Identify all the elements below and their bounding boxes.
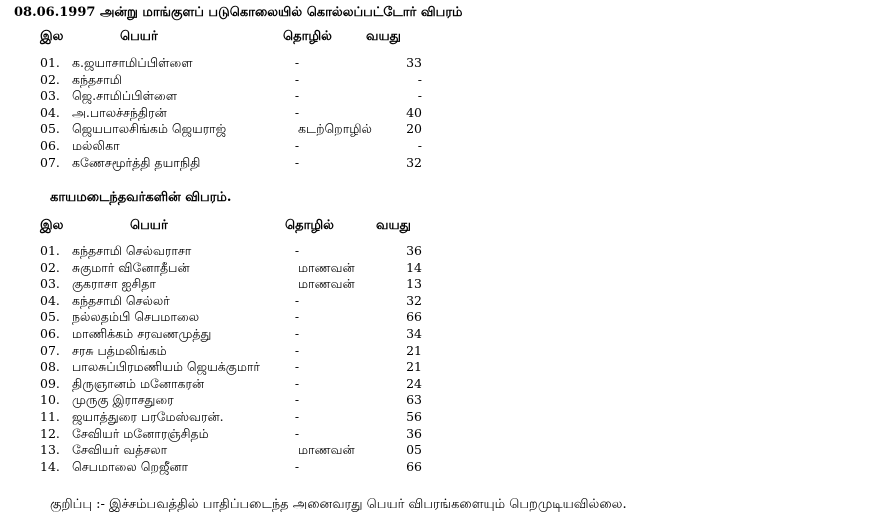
row-name: க.ஜயாசாமிப்பிள்ளை	[72, 55, 193, 70]
row-number: 03.	[40, 276, 60, 292]
row-number: 12.	[40, 425, 60, 441]
row-occupation: -	[294, 88, 300, 104]
table-row	[0, 293, 870, 310]
row-number: 04.	[40, 292, 60, 308]
row-name: கந்தசாமி செல்லர்	[72, 292, 170, 308]
row-name: மாணிக்கம் சரவணமுத்து	[72, 325, 212, 341]
row-name: மல்லிகா	[72, 137, 120, 153]
table-row	[0, 276, 870, 293]
row-name: சரசு பத்மலிங்கம்	[72, 342, 167, 358]
injured-header-occupation: தொழில்	[285, 218, 334, 233]
injured-table	[0, 243, 870, 475]
killed-header-name: பெயர்	[120, 29, 158, 44]
row-occupation: -	[294, 359, 300, 375]
row-age: -	[417, 71, 422, 87]
table-row	[0, 138, 870, 155]
injured-header-no: இல	[40, 218, 64, 233]
table-row	[0, 442, 870, 459]
row-age: 36	[406, 243, 422, 258]
row-number: 05.	[40, 121, 60, 137]
row-occupation: மாணவன்	[298, 276, 355, 292]
row-occupation: -	[294, 154, 300, 170]
row-number: 10.	[40, 392, 60, 408]
table-row	[0, 426, 870, 443]
row-age: 63	[406, 392, 422, 408]
row-name: ஜயாத்துரை பரமேஸ்வரன்.	[72, 408, 224, 424]
row-age: 32	[406, 292, 422, 308]
table-row	[0, 72, 870, 89]
table-row	[0, 88, 870, 105]
row-name: செபமாலை றெஜீனா	[72, 458, 189, 474]
row-occupation: -	[294, 55, 300, 70]
row-occupation: -	[294, 104, 300, 120]
injured-header-name: பெயர்	[130, 218, 168, 233]
row-number: 04.	[40, 104, 60, 120]
row-name: ஜெயபாலசிங்கம் ஜெயராஜ்	[72, 121, 227, 137]
row-age: 40	[406, 104, 422, 120]
row-occupation: -	[294, 392, 300, 408]
row-number: 13.	[40, 442, 60, 458]
table-row	[0, 55, 870, 72]
row-occupation: -	[294, 137, 300, 153]
row-occupation: மாணவன்	[298, 442, 355, 458]
row-number: 14.	[40, 458, 60, 474]
row-age: 56	[406, 408, 422, 424]
killed-table	[0, 55, 870, 171]
table-row	[0, 359, 870, 376]
row-name: திருஞானம் மனோகரன்	[72, 375, 205, 391]
injured-header-age: வயது	[376, 218, 411, 233]
row-name: முருகு இராசதுரை	[72, 392, 174, 408]
table-row	[0, 376, 870, 393]
row-number: 09.	[40, 375, 60, 391]
row-age: 05	[406, 442, 422, 458]
table-row	[0, 309, 870, 326]
killed-header-age: வயது	[366, 29, 401, 44]
table-row	[0, 121, 870, 138]
page-title: 08.06.1997 அன்று மாங்குளப் படுகொலையில் கொல்லப்பட்டோர் விபரம்	[14, 5, 463, 20]
row-name: பாலசுப்பிரமணியம் ஜெயக்குமார்	[72, 359, 260, 375]
row-occupation: -	[294, 292, 300, 308]
row-number: 11.	[40, 408, 60, 424]
table-row	[0, 459, 870, 476]
row-occupation: -	[294, 375, 300, 391]
row-age: 21	[406, 359, 422, 375]
row-age: 24	[406, 375, 422, 391]
row-occupation: -	[294, 325, 300, 341]
row-occupation: -	[294, 309, 300, 325]
table-row	[0, 243, 870, 260]
row-number: 02.	[40, 259, 60, 275]
footnote: குறிப்பு :- இச்சம்பவத்தில் பாதிப்படைந்த அனைவரது பெயர் விபரங்களையும் பெறமுடியவில்லை.	[50, 497, 627, 512]
row-name: கணேசமூர்த்தி தயாநிதி	[72, 154, 201, 170]
table-row	[0, 326, 870, 343]
row-occupation: -	[294, 342, 300, 358]
row-name: சுகுமார் வினோதீபன்	[72, 259, 190, 275]
row-name: கந்தசாமி	[72, 71, 122, 87]
row-occupation: -	[294, 408, 300, 424]
killed-header-occupation: தொழில்	[283, 29, 332, 44]
row-name: நல்லதம்பி செபமாலை	[72, 309, 200, 325]
table-row	[0, 409, 870, 426]
row-number: 07.	[40, 342, 60, 358]
row-age: 20	[406, 121, 422, 137]
row-number: 01.	[40, 55, 60, 70]
row-occupation: -	[294, 458, 300, 474]
row-number: 08.	[40, 359, 60, 375]
table-row	[0, 392, 870, 409]
row-name: சேவியர் மனோரஞ்சிதம்	[72, 425, 209, 441]
row-name: குகராசா ஐசிதா	[72, 276, 156, 292]
row-number: 06.	[40, 325, 60, 341]
row-number: 07.	[40, 154, 60, 170]
row-name: சேவியர் வத்சலா	[72, 442, 168, 458]
row-number: 02.	[40, 71, 60, 87]
table-row	[0, 343, 870, 360]
table-row	[0, 260, 870, 277]
row-number: 01.	[40, 243, 60, 258]
table-row	[0, 155, 870, 172]
row-age: 21	[406, 342, 422, 358]
row-occupation: கடற்றொழில்	[298, 121, 372, 137]
injured-section-title: காயமடைந்தவர்களின் விபரம்.	[50, 190, 232, 205]
row-age: 66	[406, 458, 422, 474]
row-age: 33	[406, 55, 422, 70]
killed-header-no: இல	[40, 29, 64, 44]
row-occupation: -	[294, 425, 300, 441]
row-age: -	[417, 137, 422, 153]
row-number: 06.	[40, 137, 60, 153]
row-age: 14	[406, 259, 422, 275]
row-name: அ.பாலச்சந்திரன்	[72, 104, 167, 120]
row-occupation: -	[294, 243, 300, 258]
row-name: கந்தசாமி செல்வராசா	[72, 243, 192, 258]
row-number: 05.	[40, 309, 60, 325]
row-age: 36	[406, 425, 422, 441]
row-occupation: மாணவன்	[298, 259, 355, 275]
row-name: ஜெ.சாமிப்பிள்ளை	[72, 88, 177, 104]
row-age: 66	[406, 309, 422, 325]
row-age: 32	[406, 154, 422, 170]
table-row	[0, 105, 870, 122]
row-age: -	[417, 88, 422, 104]
row-age: 34	[406, 325, 422, 341]
row-occupation: -	[294, 71, 300, 87]
row-age: 13	[406, 276, 422, 292]
row-number: 03.	[40, 88, 60, 104]
